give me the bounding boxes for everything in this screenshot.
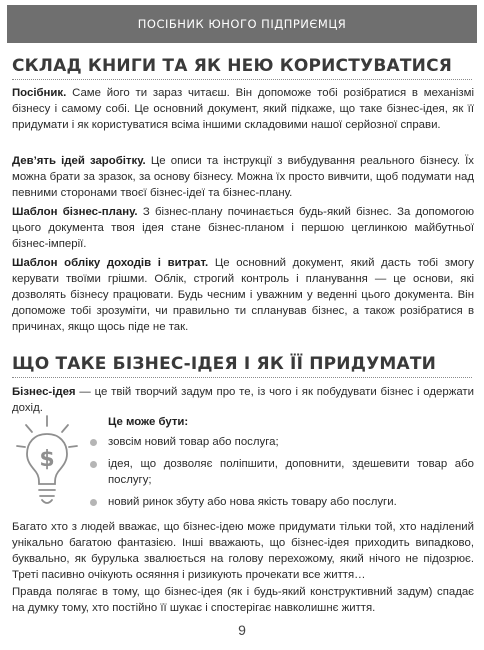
- lightbulb-dollar-icon: [14, 414, 80, 510]
- paragraph-business-plan-template: Шаблон бізнес-плану. З бізнес-плану починається будь-який бізнес. За допомогою цього документа твоя ідея стане бізнес-планом і першою цеглинкою майбутньої бізнес-імперії.: [12, 206, 474, 250]
- paragraph-accounting-template: Шаблон обліку доходів і витрат. Це основний документ, який дасть тобі змогу керувати твоїми грішми. Облік, строгий контроль і планування — це основи, які дозволять бізнесу працювати. Будь чесним і уважним у веденні цього документа. Він допоможе тобі зрозуміти, чи правильно ти спланував бізнес, а також розібратися в причинах, якщо щось піде не так.: [12, 257, 474, 333]
- svg-text:$: $: [39, 447, 55, 472]
- list-item: ідея, що дозволяє поліпшити, доповнити, здешевити товар або послугу;: [88, 456, 474, 488]
- term-guide: Посібник.: [12, 87, 67, 99]
- term-business-idea: Бізнес-ідея: [12, 386, 76, 398]
- callout-title: Це може бути:: [108, 416, 189, 428]
- bullet-dot-icon: [90, 499, 97, 506]
- section-title-book-contents: СКЛАД КНИГИ ТА ЯК НЕЮ КОРИСТУВАТИСЯ: [12, 56, 453, 76]
- list-item: зовсім новий товар або послуга;: [88, 434, 474, 450]
- term-accounting-template: Шаблон обліку доходів і витрат.: [12, 257, 209, 269]
- running-header-title: ПОСІБНИК ЮНОГО ПІДПРИЄМЦЯ: [137, 17, 347, 31]
- bullet-dot-icon: [90, 461, 97, 468]
- paragraph-idea-myths: Багато хто з людей вважає, що бізнес-ідею може придумати тільки той, хто наділений унікально багатою фантазією. Інші вважають, що бізнес-ідея приходить випадково, буквально, як бурулька звалюється на голову перехожому, який нічого не підозрює. Треті пасивно очікують осяяння і ризикують прочекати все життя…: [12, 521, 474, 581]
- bullet-dot-icon: [90, 439, 97, 446]
- section-divider: [12, 377, 472, 378]
- paragraph-guide: Посібник. Саме його ти зараз читаєш. Він допоможе тобі розібратися в механізмі бізнесу і самому собі. Це основний документ, який підкаже, що таке бізнес-ідея, як її придумати і як користуватися всіма іншими складовими нашої серйозної справи.: [12, 87, 474, 131]
- paragraph-business-idea-definition: Бізнес-ідея — це твій творчий задум про те, із чого і як побудувати бізнес і одержати дохід.: [12, 386, 474, 414]
- page-number: 9: [238, 622, 246, 638]
- running-header: [7, 5, 477, 43]
- section-title-business-idea: ЩО ТАКЕ БІЗНЕС-ІДЕЯ І ЯК ЇЇ ПРИДУМАТИ: [12, 354, 437, 374]
- bullet-list: [88, 434, 474, 516]
- term-business-plan-template: Шаблон бізнес-плану.: [12, 206, 138, 218]
- section-divider: [12, 79, 472, 80]
- list-item: новий ринок збуту або нова якість товару або послуги.: [88, 494, 474, 510]
- term-nine-ideas: Дев’ять ідей заробітку.: [12, 155, 146, 167]
- paragraph-idea-truth: Правда полягає в тому, що бізнес-ідея (як і будь-який конструктивний задум) спадає на думку тому, хто постійно її шукає і спостерігає навколишнє життя.: [12, 586, 474, 614]
- paragraph-nine-ideas: Дев’ять ідей заробітку. Це описи та інструкції з вибудування реального бізнесу. Їх можна брати за зразок, за основу бізнесу. Можна їх просто вивчити, щоб подумати над певними сторонами твоєї бізнес-ідеї та бізнес-плану.: [12, 155, 474, 199]
